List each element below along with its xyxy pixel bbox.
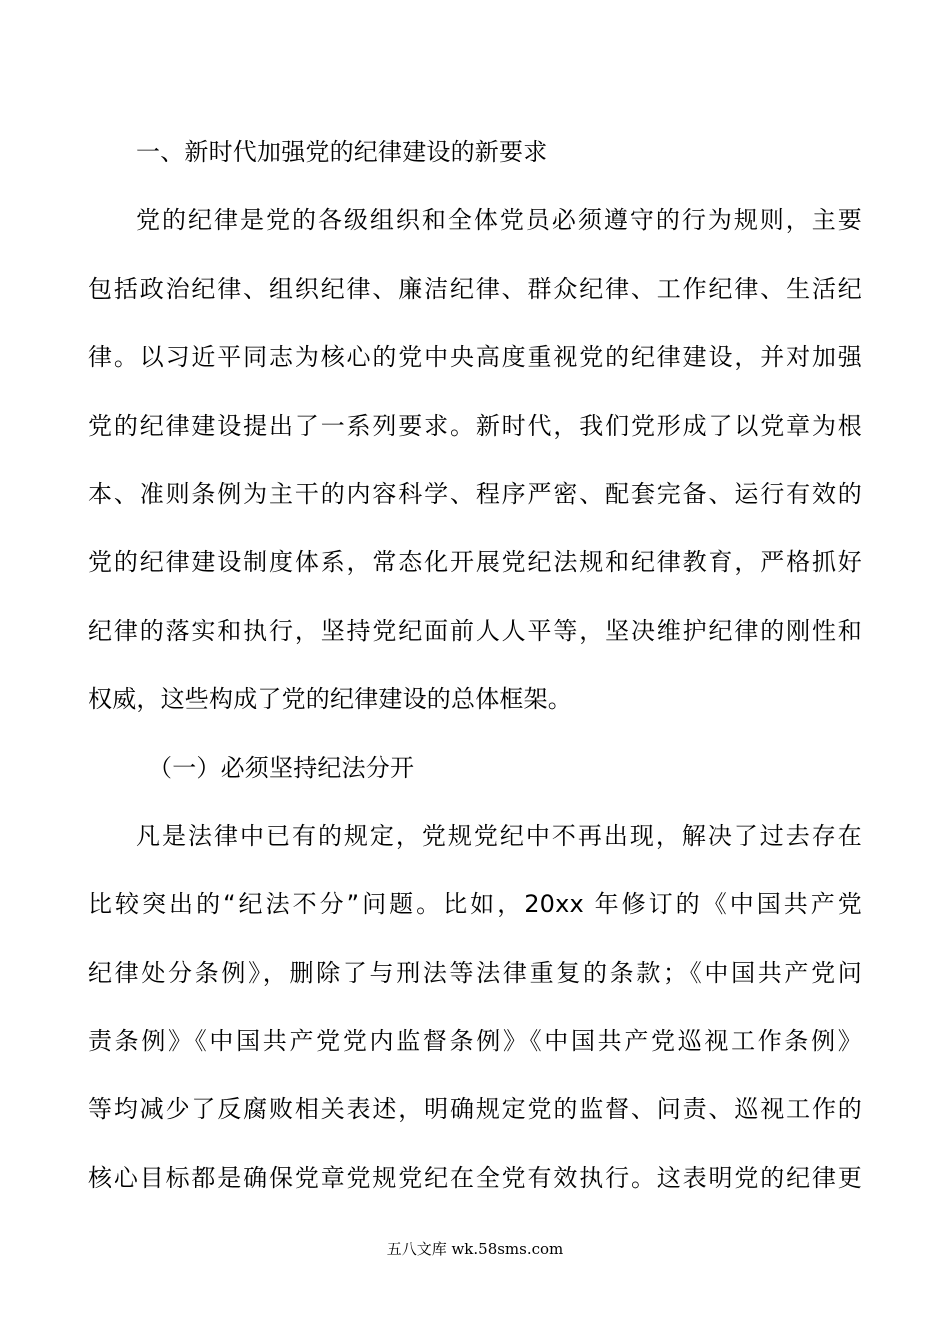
paragraph-line: 纪律的落实和执行，坚持党纪面前人人平等，坚决维护纪律的刚性和	[88, 616, 862, 645]
paragraph-line: 核心目标都是确保党章党规党纪在全党有效执行。这表明党的纪律更	[88, 1163, 862, 1192]
paragraph-line: 党的纪律建设制度体系，常态化开展党纪法规和纪律教育，严格抓好	[88, 548, 862, 577]
subsection-heading: （一）必须坚持纪法分开	[148, 753, 415, 782]
paragraph-line: 党的纪律是党的各级组织和全体党员必须遵守的行为规则，主要	[136, 206, 862, 235]
paragraph-2	[88, 802, 862, 1212]
paragraph-line: 纪律处分条例》，删除了与刑法等法律重复的条款；《中国共产党问	[88, 958, 862, 987]
paragraph-line: 包括政治纪律、组织纪律、廉洁纪律、群众纪律、工作纪律、生活纪	[88, 274, 862, 303]
paragraph-1	[88, 186, 862, 733]
paragraph-line: 权威，这些构成了党的纪律建设的总体框架。	[88, 685, 572, 714]
section-heading: 一、新时代加强党的纪律建设的新要求	[136, 138, 548, 166]
paragraph-line: 责条例》《中国共产党党内监督条例》《中国共产党巡视工作条例》	[88, 1027, 862, 1056]
paragraph-line: 党的纪律建设提出了一系列要求。新时代，我们党形成了以党章为根	[88, 411, 862, 440]
paragraph-line: 凡是法律中已有的规定，党规党纪中不再出现，解决了过去存在	[136, 821, 862, 850]
paragraph-line: 本、准则条例为主干的内容科学、程序严密、配套完备、运行有效的	[88, 479, 862, 508]
footer-watermark: 五八文库 wk.58sms.com	[386, 1240, 564, 1258]
paragraph-line: 等均减少了反腐败相关表述，明确规定党的监督、问责、巡视工作的	[88, 1095, 862, 1124]
paragraph-line: 律。以习近平同志为核心的党中央高度重视党的纪律建设，并对加强	[88, 343, 862, 372]
paragraph-line: 比较突出的“纪法不分”问题。比如，20xx 年修订的《中国共产党	[88, 890, 862, 919]
document-body	[88, 118, 862, 1212]
